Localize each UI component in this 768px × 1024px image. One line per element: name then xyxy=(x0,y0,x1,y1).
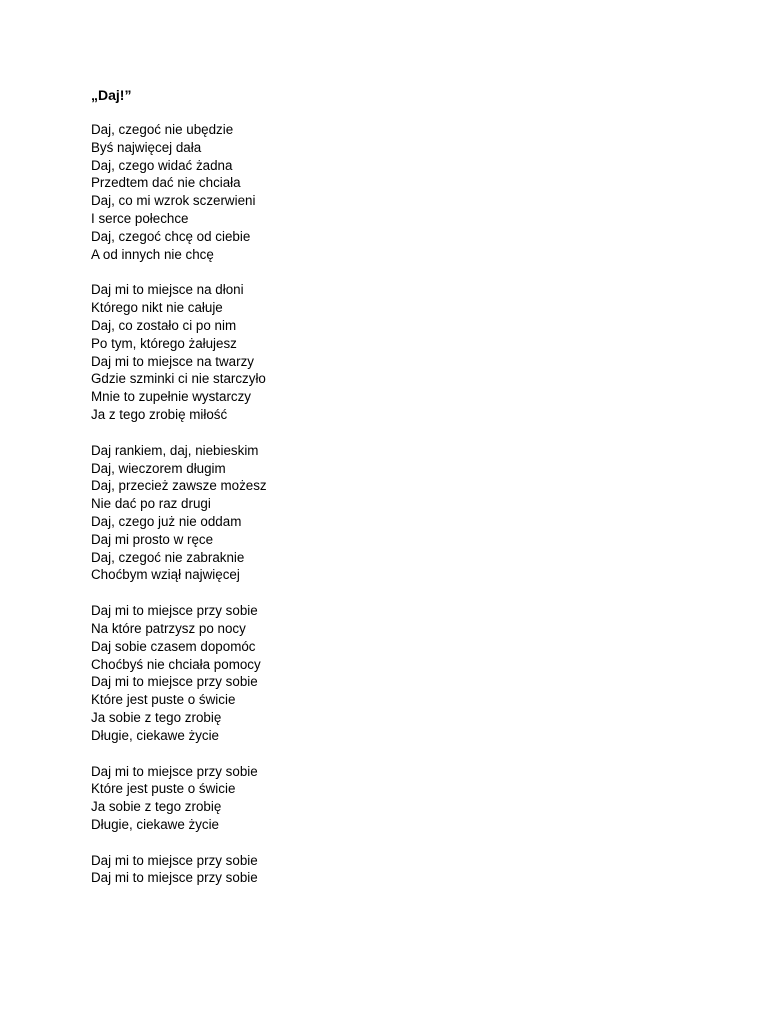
poem-line: Ja z tego zrobię miłość xyxy=(91,406,228,422)
poem-line: Daj, czegoć nie zabraknie xyxy=(91,549,245,565)
poem-line: Daj, wieczorem długim xyxy=(91,460,226,476)
poem-line: Po tym, którego żałujesz xyxy=(91,335,237,351)
poem-line: Daj mi to miejsce przy sobie xyxy=(91,852,258,868)
poem-line: Daj mi to miejsce na twarzy xyxy=(91,353,254,369)
poem-line: Które jest puste o świcie xyxy=(91,692,236,708)
document-body xyxy=(91,86,691,905)
poem-line: Daj mi to miejsce na dłoni xyxy=(91,282,244,298)
poem-line: A od innych nie chcę xyxy=(91,246,214,262)
poem-line: Którego nikt nie całuje xyxy=(91,300,223,316)
poem-line: Daj, co zostało ci po nim xyxy=(91,317,237,333)
poem-line: Choćbyś nie chciała pomocy xyxy=(91,656,261,672)
poem-title: „Daj!” xyxy=(91,87,132,103)
poem-line: Które jest puste o świcie xyxy=(91,781,236,797)
poem-line: Daj, czego widać żadna xyxy=(91,157,233,173)
poem-line: Choćbym wziął najwięcej xyxy=(91,567,240,583)
poem-line: Gdzie szminki ci nie starczyło xyxy=(91,371,266,387)
poem-line: Daj rankiem, daj, niebieskim xyxy=(91,442,259,458)
poem-line: Długie, ciekawe życie xyxy=(91,727,220,743)
poem-line: Daj mi to miejsce przy sobie xyxy=(91,870,258,886)
poem-line: Długie, ciekawe życie xyxy=(91,816,220,832)
stanza-5 xyxy=(91,763,691,834)
poem-line: Ja sobie z tego zrobię xyxy=(91,709,222,725)
poem-line: I serce połechce xyxy=(91,210,189,226)
poem-line: Daj, przecież zawsze możesz xyxy=(91,478,267,494)
poem-line: Przedtem dać nie chciała xyxy=(91,175,241,191)
poem-line: Daj, co mi wzrok sczerwieni xyxy=(91,193,256,209)
stanza-1 xyxy=(91,121,691,263)
poem-line: Na które patrzysz po nocy xyxy=(91,620,246,636)
stanza-4 xyxy=(91,602,691,744)
poem-line: Daj mi to miejsce przy sobie xyxy=(91,674,258,690)
poem-line: Nie dać po raz drugi xyxy=(91,496,211,512)
poem-line: Daj mi to miejsce przy sobie xyxy=(91,603,258,619)
stanza-3 xyxy=(91,442,691,584)
stanza-2 xyxy=(91,281,691,423)
poem-line: Daj mi to miejsce przy sobie xyxy=(91,763,258,779)
poem-line: Daj mi prosto w ręce xyxy=(91,531,214,547)
poem-line: Mnie to zupełnie wystarczy xyxy=(91,389,252,405)
poem-line: Daj, czegoć nie ubędzie xyxy=(91,122,234,137)
poem-line: Ja sobie z tego zrobię xyxy=(91,799,222,815)
poem-line: Daj, czego już nie oddam xyxy=(91,513,242,529)
poem-line: Daj, czegoć chcę od ciebie xyxy=(91,228,251,244)
stanza-6 xyxy=(91,852,691,888)
poem-line: Daj sobie czasem dopomóc xyxy=(91,638,256,654)
poem-line: Byś najwięcej dała xyxy=(91,139,202,155)
